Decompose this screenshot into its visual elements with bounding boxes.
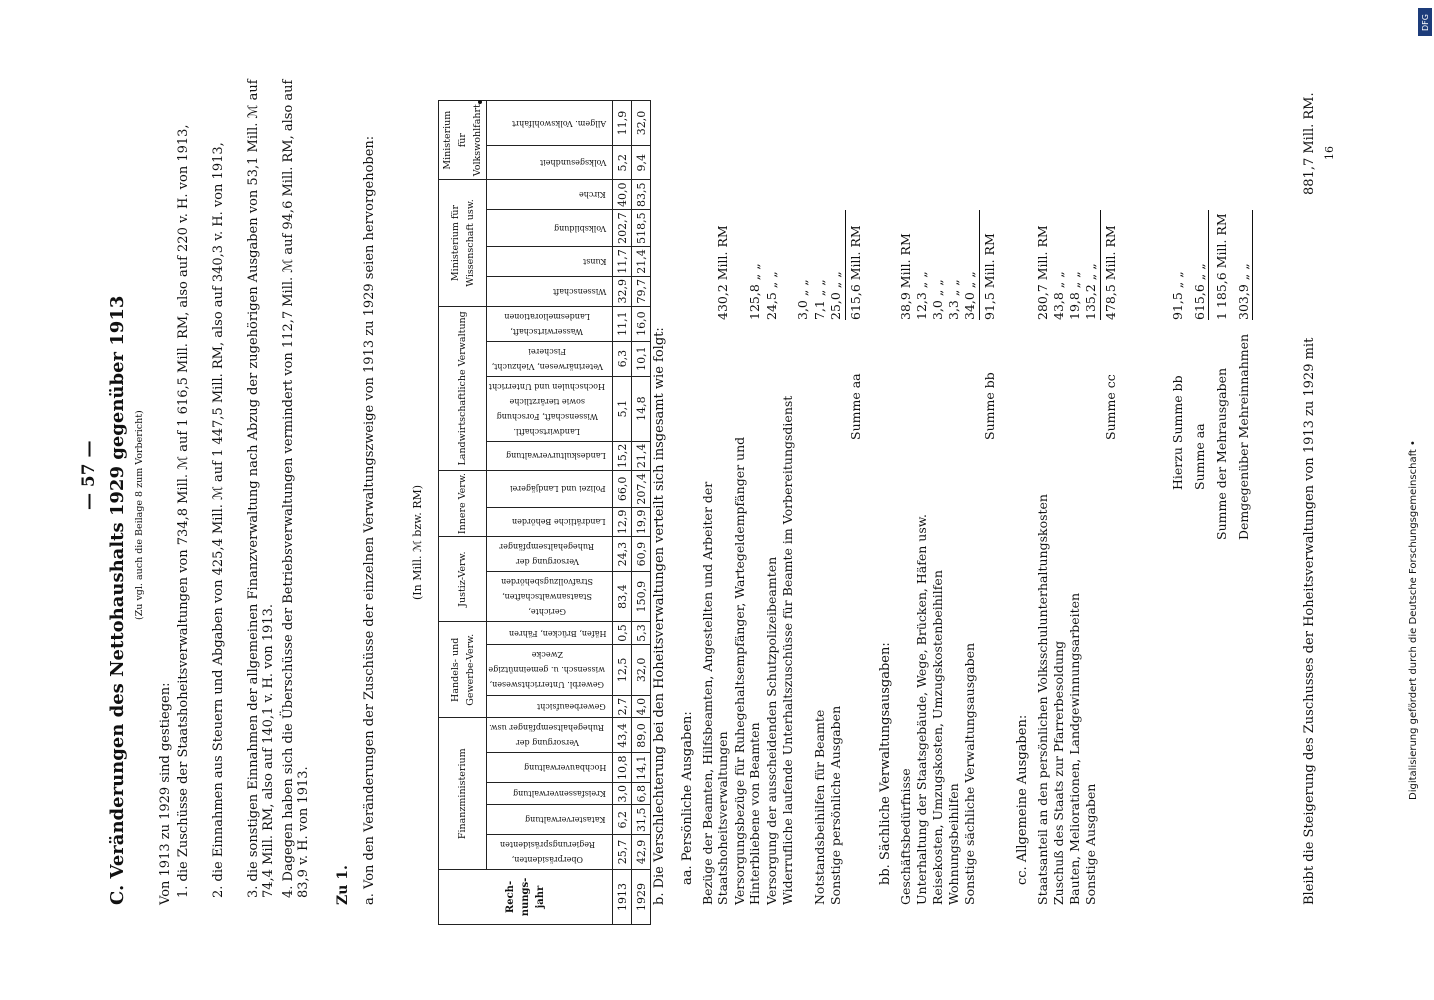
column-header: Polizei und Landjägerei (487, 471, 613, 508)
column-header: Volksbildung (487, 210, 613, 247)
aa-line-text: Widerrufliche laufende Unterhaltszuschüsse für Beamte im Vorbereitungsdienst (780, 395, 795, 905)
column-header: Gerichte, Staatsanwaltschaften, Strafvollzugsbehörden (487, 572, 613, 622)
column-header: Kirche (487, 180, 613, 210)
aa-line-text: Notstandsbeihilfen für Beamte (812, 709, 827, 905)
ink-dot (478, 100, 482, 104)
final-text: Bleibt die Steigerung des Zuschusses der Hoheitsverwaltungen von 1913 zu 1929 mit (1302, 337, 1317, 905)
unit-note: (In Mill. ℳ bzw. RM) (411, 484, 424, 600)
total-value: 615,6 „ „ (1192, 263, 1207, 320)
total-label: Summe aa (1192, 423, 1207, 490)
value-cell: 32,0 (632, 644, 651, 695)
list-item: 1. die Zuschüsse der Staatshoheitsverwaltungen von 734,8 Mill. ℳ auf 1 616,5 Mill. RM, also auf 220 v. H. von 1913, (176, 124, 191, 898)
group-header: Handels- und Gewerbe-Verw. (439, 622, 487, 718)
cc-line-text: Sonstige Ausgaben (1083, 783, 1098, 905)
value-cell: 10,1 (632, 341, 651, 376)
column-header: Versorgung der Ruhegehaltsempfänger (487, 537, 613, 572)
cc-line-text: Staatsanteil an den persönlichen Volksschulunterhaltungskosten (1035, 494, 1050, 905)
year-cell: 1929 (632, 870, 651, 925)
group-header: Justiz-Verw. (439, 537, 487, 622)
column-header: Landwirtschaftl. Wissenschaft, Forschung sowie tierärztliche Hochschulen und Unterricht (487, 376, 613, 441)
cc-line-value: 280,7 Mill. RM (1035, 225, 1050, 320)
aa-line-value: 7,1 „ „ (812, 279, 827, 320)
value-cell: 31,5 (632, 805, 651, 835)
value-cell: 5,2 (613, 146, 632, 180)
intro-text: Von 1913 zu 1929 sind gestiegen: (158, 682, 173, 905)
group-header: Innere Verw. (439, 471, 487, 537)
aa-line-value: 25,0 „ „ (828, 271, 843, 320)
column-header: Landrätliche Behörden (487, 507, 613, 537)
value-cell: 12,9 (613, 507, 632, 537)
value-cell: 14,1 (632, 753, 651, 783)
column-header: Wasserwirtschaft, Landesmeliorationen (487, 306, 613, 341)
cc-heading: cc. Allgemeine Ausgaben: (1015, 714, 1030, 885)
rotated-page (40, 0, 1380, 960)
bb-sum-label: Summe bb (982, 372, 997, 440)
section-mark: Zu 1. (335, 865, 351, 905)
page-number: — 57 — (79, 440, 99, 510)
aa-line-text: Versorgungsbezüge für Ruhegehaltsempfänger, Wartegeldempfänger und Hinterbliebene von Beamten (732, 436, 762, 905)
page-title: C. Veränderungen des Nettohaushalts 1929 gegenüber 1913 (107, 295, 128, 905)
bb-line-value: 38,9 Mill. RM (898, 233, 913, 320)
column-header: Kunst (487, 247, 613, 277)
value-cell: 16,0 (632, 306, 651, 341)
list-item: 3. die sonstigen Einnahmen der allgemeinen Finanzverwaltung nach Abzug der zugehörigen Ausgaben von 53,1 Mill. ℳ auf 74,4 Mill. RM, also auf 140,1 v. H. von 1913. (246, 79, 276, 898)
list-item: 2. die Einnahmen aus Steuern und Abgaben von 425,4 Mill. ℳ auf 1 447,5 Mill. RM, also auf 340,3 v. H. von 1913, (211, 142, 226, 898)
group-header: Ministerium für Volkswohlfahrt (439, 101, 487, 180)
aa-line-text: Versorgung der ausscheidenden Schutzpolizeibeamten (764, 556, 779, 905)
value-cell: 32,0 (632, 101, 651, 146)
bb-line-text: Reisekosten, Umzugskosten, Umzugskostenbeihilfen (930, 570, 945, 905)
value-cell: 79,7 (632, 276, 651, 306)
aa-sum-label: Summe aa (848, 373, 863, 440)
value-cell: 150,9 (632, 572, 651, 622)
total-label: Summe der Mehrausgaben (1214, 367, 1229, 540)
total-label: Demgegenüber Mehreinnahmen (1236, 333, 1251, 540)
bb-line-value: 3,0 „ „ (930, 279, 945, 320)
value-cell: 83,4 (613, 572, 632, 622)
total-value: 303,9 „ „ (1236, 263, 1251, 320)
value-cell: 202,7 (613, 210, 632, 247)
subnote: (Zu vgl. auch die Beilage 8 zum Vorbericht) (134, 410, 145, 620)
aa-line-value: 430,2 Mill. RM (715, 225, 730, 320)
column-header: Allgem. Volkswohlfahrt (487, 101, 613, 146)
cc-line-value: 135,2 „ „ (1083, 263, 1098, 320)
value-cell: 19,9 (632, 507, 651, 537)
value-cell: 15,2 (613, 441, 632, 471)
bb-line-text: Unterhaltung der Staatsgebäude, Wege, Brücken, Häfen usw. (914, 514, 929, 905)
part-b-heading: b. Die Verschlechterung bei den Hoheitsverwaltungen verteilt sich insgesamt wie folgt: (652, 327, 667, 905)
cc-line-text: Zuschuß des Staats zur Pfarrerbesoldung (1051, 640, 1066, 905)
table-row (613, 101, 632, 925)
aa-heading: aa. Persönliche Ausgaben: (680, 711, 695, 885)
aa-line-value: 24,5 „ „ (764, 271, 779, 320)
value-cell: 4,0 (632, 695, 651, 718)
aa-line-value: 125,8 „ „ (747, 263, 762, 320)
bb-heading: bb. Sächliche Verwaltungsausgaben: (878, 642, 893, 885)
value-cell: 42,9 (632, 835, 651, 870)
value-cell: 66,0 (613, 471, 632, 508)
bb-line-text: Sonstige sächliche Verwaltungsausgaben (962, 642, 977, 905)
budget-table (438, 100, 651, 925)
aa-sum-rule (845, 210, 846, 320)
value-cell: 6,3 (613, 341, 632, 376)
cc-sum-rule (1100, 210, 1101, 320)
value-cell: 83,5 (632, 180, 651, 210)
aa-line-text: Bezüge der Beamten, Hilfsbeamten, Angestellten und Arbeiter der Staatshoheitsverwaltungen (700, 481, 730, 905)
bb-sum-value: 91,5 Mill. RM (982, 233, 997, 320)
value-cell: 0,5 (613, 622, 632, 645)
year-cell: 1913 (613, 870, 632, 925)
column-header: Häfen, Brücken, Fähren (487, 622, 613, 645)
value-cell: 24,3 (613, 537, 632, 572)
column-header: Oberpräsidenten, Regierungspräsidenten (487, 835, 613, 870)
value-cell: 11,1 (613, 306, 632, 341)
value-cell: 32,9 (613, 276, 632, 306)
column-header: Versorgung der Ruhegehaltsempfänger usw. (487, 718, 613, 753)
aa-line-value: 3,0 „ „ (795, 279, 810, 320)
bb-line-text: Geschäftsbedürfnisse (898, 768, 913, 905)
value-cell: 14,8 (632, 376, 651, 441)
value-cell: 5,3 (632, 622, 651, 645)
column-header: Katasterverwaltung (487, 805, 613, 835)
value-cell: 6,8 (632, 783, 651, 806)
column-header: Volksgesundheit (487, 146, 613, 180)
column-header: Gewerbl. Unterrichtswesen, wissensch. u. gemeinnützige Zwecke (487, 644, 613, 695)
value-cell: 10,8 (613, 753, 632, 783)
list-item: 4. Dagegen haben sich die Überschüsse der Betriebsverwaltungen vermindert von 112,7 Mill. ℳ auf 94,6 Mill. RM, also auf 83,9 v. H. von 1913. (281, 79, 311, 898)
bb-sum-rule (979, 210, 980, 320)
group-header: Finanzministerium (439, 718, 487, 870)
cc-line-text: Bauten, Meliorationen, Landgewinnungsarbeiten (1067, 592, 1082, 905)
total-label: Hierzu Summe bb (1170, 375, 1185, 490)
value-cell: 518,5 (632, 210, 651, 247)
bb-line-value: 34,0 „ „ (962, 271, 977, 320)
total-rule (1208, 210, 1209, 320)
section-a-text: a. Von den Veränderungen der Zuschüsse der einzelnen Verwaltungszweige von 1913 zu 1929 seien hervorgehoben: (362, 135, 377, 905)
column-header: Hochbauverwaltung (487, 753, 613, 783)
bb-line-value: 3,3 „ „ (946, 279, 961, 320)
cc-sum-label: Summe cc (1103, 374, 1118, 440)
value-cell: 5,1 (613, 376, 632, 441)
bb-line-value: 12,3 „ „ (914, 271, 929, 320)
group-header: Landwirtschaftliche Verwaltung (439, 306, 487, 471)
value-cell: 11,7 (613, 247, 632, 277)
value-cell: 60,9 (632, 537, 651, 572)
cc-sum-value: 478,5 Mill. RM (1103, 225, 1118, 320)
footer-number: 16 (1323, 146, 1336, 160)
cc-line-value: 19,8 „ „ (1067, 271, 1082, 320)
year-header: Rech-nungs-jahr (439, 870, 613, 925)
sidebar-credit: Digitalisierung gefördert durch die Deutsche Forschungsgemeinschaft • (1408, 440, 1419, 800)
value-cell: 89,0 (632, 718, 651, 753)
value-cell: 40,0 (613, 180, 632, 210)
cc-line-value: 43,8 „ „ (1051, 271, 1066, 320)
value-cell: 2,7 (613, 695, 632, 718)
value-cell: 6,2 (613, 805, 632, 835)
bb-line-text: Wohnungsbeihilfen (946, 783, 961, 905)
value-cell: 43,4 (613, 718, 632, 753)
value-cell: 21,4 (632, 441, 651, 471)
value-cell: 207,4 (632, 471, 651, 508)
aa-sum-value: 615,6 Mill. RM (848, 225, 863, 320)
column-header: Wissenschaft (487, 276, 613, 306)
value-cell: 3,0 (613, 783, 632, 806)
column-header: Veterinärwesen, Viehzucht, Fischerei (487, 341, 613, 376)
dfg-logo-badge: DFG (1418, 8, 1432, 36)
final-value: 881,7 Mill. RM. (1302, 92, 1317, 195)
value-cell: 25,7 (613, 835, 632, 870)
table-row (632, 101, 651, 925)
value-cell: 12,5 (613, 644, 632, 695)
value-cell: 9,4 (632, 146, 651, 180)
group-header: Ministerium für Wissenschaft usw. (439, 180, 487, 306)
value-cell: 21,4 (632, 247, 651, 277)
total-rule (1252, 210, 1253, 320)
aa-line-text: Sonstige persönliche Ausgaben (828, 705, 843, 905)
value-cell: 11,9 (613, 101, 632, 146)
column-header: Landeskulturverwaltung (487, 441, 613, 471)
total-value: 91,5 „ „ (1170, 271, 1185, 320)
column-header: Kreisfassenverwaltung (487, 783, 613, 806)
column-header: Gewerbeaufsicht (487, 695, 613, 718)
total-value: 1 185,6 Mill. RM (1214, 213, 1229, 320)
